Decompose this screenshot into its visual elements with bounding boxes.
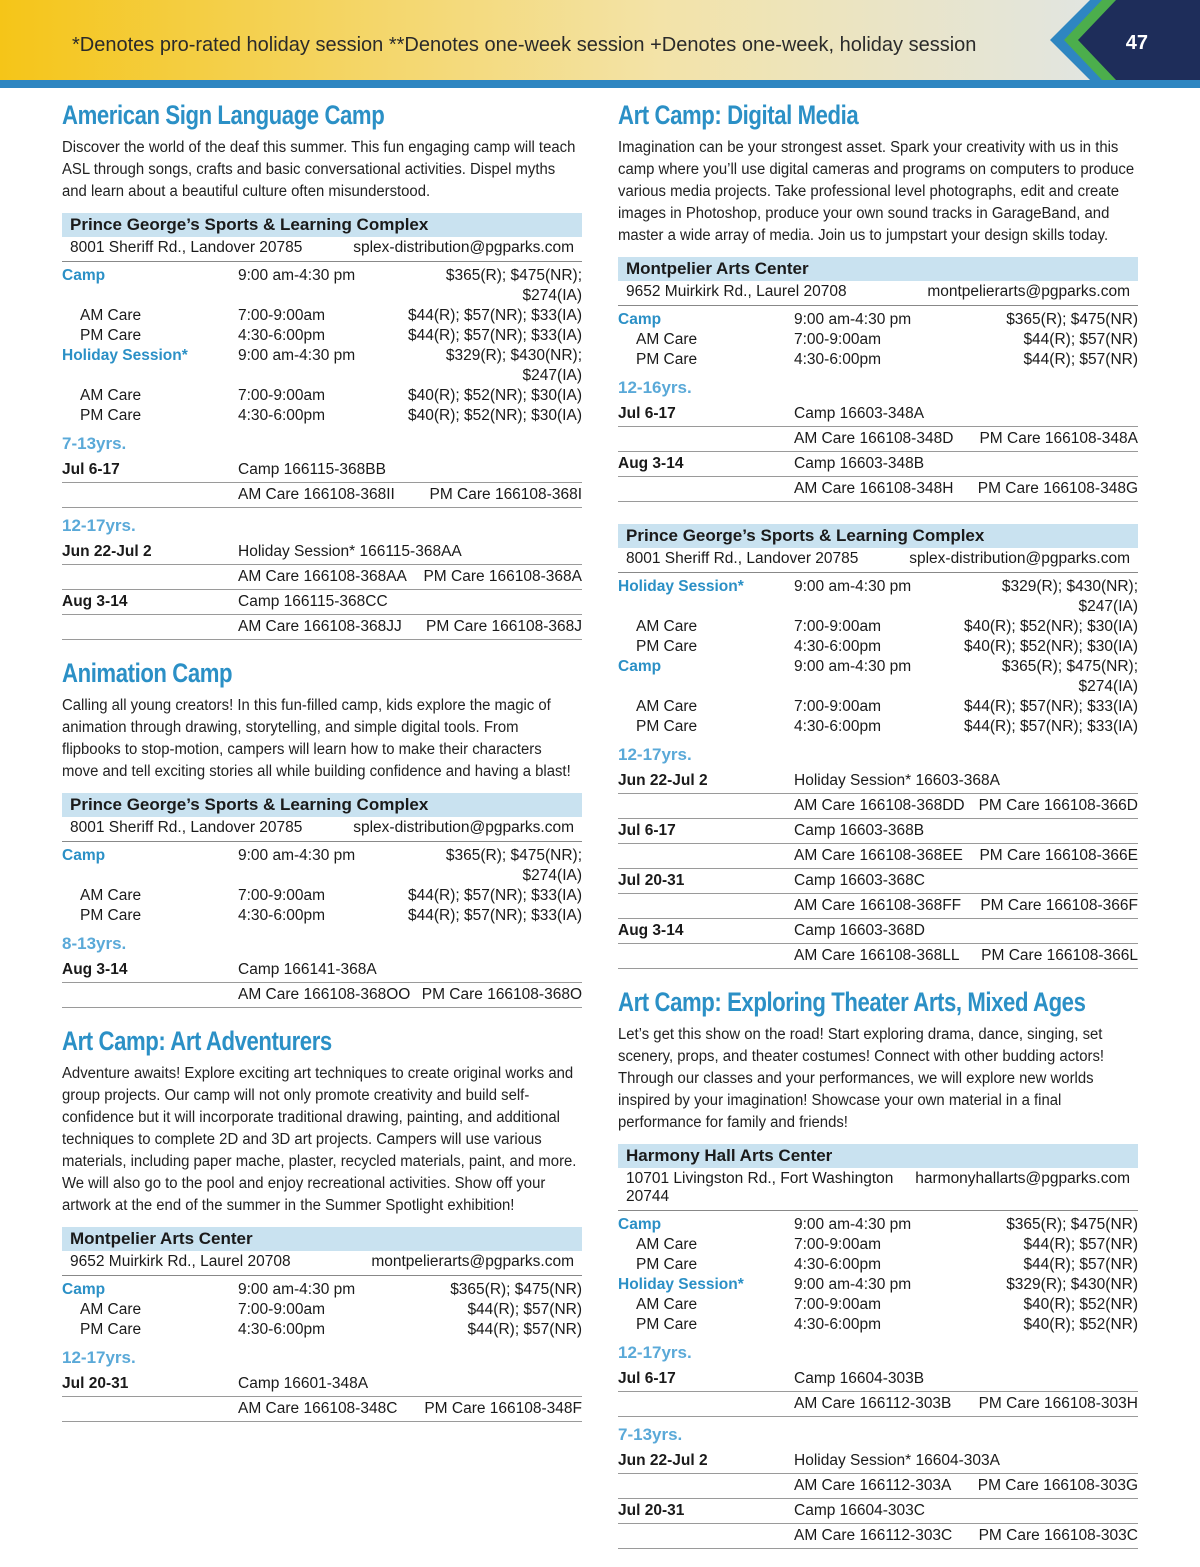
price-time: 9:00 am-4:30 pm [238,267,356,284]
price-time: 4:30-6:00pm [794,351,882,368]
price-row [618,330,1138,350]
session-pm-code: PM Care 166108-303H [978,1395,1138,1412]
schedule-row [618,452,1138,477]
price-time: 7:00-9:00am [238,887,326,904]
session-pm-code: PM Care 166108-348G [977,480,1138,497]
price-time: 9:00 am-4:30 pm [794,1276,912,1293]
price-time: 4:30-6:00pm [238,407,326,424]
session-date [618,894,794,918]
price-amount: $329(R); $430(NR) [1006,1276,1138,1293]
session-code: Camp 16604-303B [794,1370,925,1387]
location-name: Montpelier Arts Center [62,1227,582,1251]
session-code: AM Care 166108-368AA [238,568,407,585]
session-pm-code: PM Care 166108-366D [978,797,1138,814]
session-date [62,1397,238,1421]
price-amount: $40(R); $52(NR); $30(IA) [963,618,1138,635]
price-label: AM Care [636,618,698,635]
schedule-row [618,944,1138,969]
price-label: PM Care [80,407,142,424]
price-time: 7:00-9:00am [794,618,882,635]
price-label: AM Care [80,1301,142,1318]
price-time: 7:00-9:00am [794,698,882,715]
session-code: Holiday Session* 16604-303A [794,1452,1000,1469]
price-label: PM Care [80,907,142,924]
session-pm-code: PM Care 166108-366L [981,947,1138,964]
location-address: 10701 Livingston Rd., Fort Washington 20744 [626,1170,894,1205]
price-amount: $44(R); $57(NR); $33(IA) [963,698,1138,715]
session-pm-code: PM Care 166108-368I [429,486,582,503]
session-code: AM Care 166112-303C [794,1527,953,1544]
price-table [62,842,582,926]
price-time: 9:00 am-4:30 pm [238,847,356,864]
section-description: Adventure awaits! Explore exciting art techniques to create original works and group projects. Our camp will not only promote creativity and build self-confidence but it will incorporate traditional drawing, painting, and additional techniques to complete 2D and 3D art projects. Campers will use various materials, including paper mache, plaster, recycled materials, paint, and more. We will also go to the pool and enjoy recreational activities. Show off your artwork at the end of the summer in the Summer Spotlight exhibition! [62,1065,577,1214]
price-time: 9:00 am-4:30 pm [238,347,356,364]
session-date [618,944,794,968]
age-group-label: 7-13yrs. [618,1425,683,1444]
price-label: Camp [618,658,662,675]
session-pm-code: PM Care 166108-368A [423,568,582,585]
right-column [618,100,1138,1567]
session-pm-code: PM Care 166108-348A [979,430,1138,447]
session-date: Jun 22-Jul 2 [618,772,708,789]
session-code: Holiday Session* 16603-368A [794,772,1000,789]
price-row [618,1315,1138,1335]
price-label: Camp [618,1216,662,1233]
spacer [62,640,582,658]
price-row [62,346,582,386]
session-date [618,844,794,868]
session-date [618,1524,794,1548]
session-date: Aug 3-14 [62,961,128,978]
location-address: 9652 Muirkirk Rd., Laurel 20708 [626,283,847,300]
schedule-row [62,483,582,508]
price-amount: $44(R); $57(NR) [1023,331,1138,348]
session-code: Camp 166115-368CC [238,593,388,610]
price-time: 9:00 am-4:30 pm [794,578,912,595]
price-label: Camp [62,847,106,864]
session-code: AM Care 166112-303B [794,1395,952,1412]
schedule-row [618,402,1138,427]
session-code: Camp 16601-348A [238,1375,369,1392]
price-row [62,406,582,426]
price-amount: $365(R); $475(NR) [1006,311,1138,328]
price-row [62,906,582,926]
session-pm-code: PM Care 166108-368J [426,618,582,635]
age-group-label: 12-17yrs. [618,1343,692,1362]
price-row [62,386,582,406]
section-title: Animation Camp [62,658,233,688]
schedule-row [62,458,582,483]
session-date: Jul 6-17 [62,461,120,478]
session-pm-code: PM Care 166108-303G [977,1477,1138,1494]
price-table [618,306,1138,370]
schedule-row [62,958,582,983]
price-row [62,266,582,306]
price-amount: $44(R); $57(NR); $33(IA) [407,327,582,344]
session-code: AM Care 166108-368II [238,486,395,503]
session-date: Aug 3-14 [618,922,684,939]
price-row [618,657,1138,697]
location-email[interactable]: splex-distribution@pgparks.com [353,819,574,836]
price-row [618,1295,1138,1315]
session-date [62,615,238,639]
camp-section-art-adventurers [62,1026,582,1440]
schedule-row [618,769,1138,794]
price-amount: $44(R); $57(NR) [1023,1256,1138,1273]
price-amount: $40(R); $52(NR) [1023,1316,1138,1333]
price-label: AM Care [80,387,142,404]
camp-section-digital-media [618,100,1138,987]
spacer [62,1008,582,1026]
price-time: 7:00-9:00am [238,307,326,324]
price-table [618,1211,1138,1335]
schedule-row [618,1367,1138,1392]
session-code: AM Care 166108-368OO [238,986,411,1003]
price-label: PM Care [636,1256,698,1273]
location-address: 8001 Sheriff Rd., Landover 20785 [626,550,859,567]
section-title: Art Camp: Exploring Theater Arts, Mixed Ages [618,987,1086,1017]
location-address-row [618,548,1138,573]
price-label: Holiday Session* [618,1276,744,1293]
price-row [62,326,582,346]
session-legend: *Denotes pro-rated holiday session **Denotes one-week session +Denotes one-week, holiday session [72,34,977,56]
price-time: 9:00 am-4:30 pm [794,658,912,675]
price-table [62,1276,582,1340]
schedule-row [618,427,1138,452]
section-description: Discover the world of the deaf this summer. This fun engaging camp will teach ASL through songs, crafts and basic conversational activities. Dispel myths and learn about a beautiful culture often misunderstood. [62,139,576,200]
price-row [618,617,1138,637]
session-date [62,483,238,507]
session-code: Camp 16604-303C [794,1502,925,1519]
price-row [618,1215,1138,1235]
location-email[interactable]: splex-distribution@pgparks.com [909,550,1130,567]
location-address: 8001 Sheriff Rd., Landover 20785 [70,819,303,836]
schedule-row [62,540,582,565]
session-date: Aug 3-14 [62,593,128,610]
session-date [618,1392,794,1416]
session-pm-code: PM Care 166108-366E [979,847,1138,864]
session-pm-code: PM Care 166108-348F [424,1400,582,1417]
session-code: Camp 166141-368A [238,961,377,978]
section-description: Calling all young creators! In this fun-filled camp, kids explore the magic of animation through drawing, storytelling, and simple digital tools. From flipbooks to stop-motion, campers will learn how to make their characters move and tell exciting stories all while building confidence and having a blast! [62,697,571,780]
session-date [618,1474,794,1498]
age-group-label: 8-13yrs. [62,934,127,953]
schedule-row [618,1392,1138,1417]
price-amount: $44(R); $57(NR) [467,1321,582,1338]
age-group-label: 12-17yrs. [62,516,136,535]
camp-section-asl [62,100,582,658]
price-time: 7:00-9:00am [238,1301,326,1318]
schedule-row [618,1449,1138,1474]
price-label: Camp [62,267,106,284]
price-label: PM Care [80,327,142,344]
age-group-label: 12-17yrs. [618,745,692,764]
price-label: AM Care [636,1296,698,1313]
session-code: AM Care 166108-348H [794,480,954,497]
price-amount: $40(R); $52(NR); $30(IA) [963,638,1138,655]
location-email[interactable]: splex-distribution@pgparks.com [353,239,574,256]
price-time: 7:00-9:00am [238,387,326,404]
price-row [618,350,1138,370]
schedule-row [618,794,1138,819]
price-row [62,1280,582,1300]
price-amount: $40(R); $52(NR); $30(IA) [407,407,582,424]
schedule-row [62,1397,582,1422]
schedule-row [618,919,1138,944]
price-label: Holiday Session* [62,347,188,364]
location-address-row [618,1168,1138,1211]
price-amount: $40(R); $52(NR) [1023,1296,1138,1313]
session-pm-code: PM Care 166108-366F [980,897,1138,914]
session-code: AM Care 166108-368LL [794,947,960,964]
price-row [618,717,1138,737]
spacer [618,502,1138,520]
location-address-row [618,281,1138,306]
spacer [618,969,1138,987]
price-time: 4:30-6:00pm [238,327,326,344]
session-date: Jul 6-17 [618,822,676,839]
schedule-row [618,1499,1138,1524]
price-row [62,886,582,906]
header-banner [0,0,1200,88]
age-group-label: 7-13yrs. [62,434,127,453]
price-label: PM Care [636,638,698,655]
price-label: AM Care [636,1236,698,1253]
session-code: AM Care 166108-368JJ [238,618,402,635]
price-time: 7:00-9:00am [794,1296,882,1313]
session-date: Jul 20-31 [618,1502,685,1519]
session-code: AM Care 166108-348D [794,430,954,447]
price-label: AM Care [80,307,142,324]
schedule-row [618,477,1138,502]
session-date: Aug 3-14 [618,455,684,472]
location-name: Harmony Hall Arts Center [618,1144,1138,1168]
left-column [62,100,582,1440]
schedule-row [618,894,1138,919]
price-label: AM Care [636,698,698,715]
price-amount: $44(R); $57(NR); $33(IA) [407,887,582,904]
session-code: Camp 166115-368BB [238,461,386,478]
location-address-row [62,1251,582,1276]
price-amount: $329(R); $430(NR); $247(IA) [445,347,582,384]
location-email[interactable]: harmonyhallarts@pgparks.com [915,1170,1130,1187]
camp-section-animation [62,658,582,1026]
price-label: Holiday Session* [618,578,744,595]
price-amount: $329(R); $430(NR); $247(IA) [1001,578,1138,615]
session-date: Jun 22-Jul 2 [62,543,152,560]
session-code: AM Care 166112-303A [794,1477,952,1494]
price-amount: $44(R); $57(NR); $33(IA) [963,718,1138,735]
price-amount: $365(R); $475(NR); $274(IA) [445,847,582,884]
price-row [62,1300,582,1320]
spacer [618,1549,1138,1567]
section-title: American Sign Language Camp [62,100,385,130]
section-title: Art Camp: Digital Media [618,100,859,130]
price-label: PM Care [636,351,698,368]
price-time: 9:00 am-4:30 pm [794,1216,912,1233]
session-date: Jul 6-17 [618,1370,676,1387]
schedule-row [62,565,582,590]
session-date: Jul 20-31 [62,1375,129,1392]
session-date: Jul 20-31 [618,872,685,889]
price-time: 4:30-6:00pm [794,1316,882,1333]
price-row [618,637,1138,657]
location-name: Montpelier Arts Center [618,257,1138,281]
age-group-label: 12-16yrs. [618,378,692,397]
session-code: AM Care 166108-368FF [794,897,962,914]
page-number: 47 [1125,32,1148,54]
session-date: Jun 22-Jul 2 [618,1452,708,1469]
session-code: Holiday Session* 166115-368AA [238,543,462,560]
location-email[interactable]: montpelierarts@pgparks.com [927,283,1130,300]
price-label: PM Care [80,1321,142,1338]
session-date: Jul 6-17 [618,405,676,422]
spacer [62,1422,582,1440]
schedule-row [62,615,582,640]
session-date [618,794,794,818]
price-time: 7:00-9:00am [794,1236,882,1253]
header-rule [0,80,1200,88]
location-name: Prince George’s Sports & Learning Complex [618,524,1138,548]
session-date [618,427,794,451]
location-address-row [62,237,582,262]
section-description: Imagination can be your strongest asset. Spark your creativity with us in this camp where you’ll use digital cameras and programs on computers to produce various media projects. Take professional level photographs, edit and create images in Photoshop, produce your own sound tracks in GarageBand, and master a wide array of media. Join us to jumpstart your design skills today. [618,139,1135,244]
price-time: 4:30-6:00pm [794,1256,882,1273]
session-code: Camp 16603-368C [794,872,925,889]
price-amount: $365(R); $475(NR); $274(IA) [445,267,582,304]
price-table [618,573,1138,737]
session-code: AM Care 166108-368DD [794,797,965,814]
schedule-row [618,869,1138,894]
session-code: Camp 16603-348A [794,405,925,422]
price-amount: $365(R); $475(NR) [1006,1216,1138,1233]
price-time: 9:00 am-4:30 pm [238,1281,356,1298]
location-name: Prince George’s Sports & Learning Complex [62,213,582,237]
price-label: PM Care [636,1316,698,1333]
price-row [62,306,582,326]
session-code: AM Care 166108-348C [238,1400,398,1417]
price-label: PM Care [636,718,698,735]
session-date [62,565,238,589]
section-title: Art Camp: Art Adventurers [62,1026,332,1056]
price-label: AM Care [80,887,142,904]
session-pm-code: PM Care 166108-368O [421,986,582,1003]
price-row [618,697,1138,717]
price-time: 4:30-6:00pm [794,718,882,735]
price-amount: $44(R); $57(NR); $33(IA) [407,907,582,924]
price-label: AM Care [636,331,698,348]
price-row [62,846,582,886]
schedule-row [618,1524,1138,1549]
price-amount: $44(R); $57(NR); $33(IA) [407,307,582,324]
schedule-row [62,1372,582,1397]
price-row [618,1255,1138,1275]
price-row [618,1275,1138,1295]
price-row [618,1235,1138,1255]
price-amount: $44(R); $57(NR) [467,1301,582,1318]
schedule-row [62,590,582,615]
price-time: 4:30-6:00pm [238,1321,326,1338]
price-amount: $44(R); $57(NR) [1023,1236,1138,1253]
location-address: 9652 Muirkirk Rd., Laurel 20708 [70,1253,291,1270]
price-amount: $40(R); $52(NR); $30(IA) [407,387,582,404]
price-time: 4:30-6:00pm [238,907,326,924]
location-address-row [62,817,582,842]
age-group-label: 12-17yrs. [62,1348,136,1367]
session-code: Camp 16603-348B [794,455,925,472]
price-time: 9:00 am-4:30 pm [794,311,912,328]
schedule-row [618,1474,1138,1499]
session-date [618,477,794,501]
session-code: Camp 16603-368B [794,822,925,839]
price-row [618,577,1138,617]
price-label: Camp [618,311,662,328]
price-time: 7:00-9:00am [794,331,882,348]
price-row [618,310,1138,330]
price-time: 4:30-6:00pm [794,638,882,655]
schedule-row [618,819,1138,844]
price-label: Camp [62,1281,106,1298]
location-email[interactable]: montpelierarts@pgparks.com [371,1253,574,1270]
camp-section-theater [618,987,1138,1567]
session-pm-code: PM Care 166108-303C [978,1527,1138,1544]
price-row [62,1320,582,1340]
session-date [62,983,238,1007]
price-amount: $44(R); $57(NR) [1023,351,1138,368]
location-name: Prince George’s Sports & Learning Complex [62,793,582,817]
session-code: Camp 16603-368D [794,922,925,939]
price-amount: $365(R); $475(NR) [450,1281,582,1298]
section-description: Let’s get this show on the road! Start exploring drama, dance, singing, set scenery, props, and theater costumes! Connect with other budding actors! Through our classes and your performances, we will explore new worlds inspired by your imagination! Showcase your own material in a final performance for family and friends! [618,1026,1105,1131]
location-address: 8001 Sheriff Rd., Landover 20785 [70,239,303,256]
price-amount: $365(R); $475(NR); $274(IA) [1001,658,1138,695]
schedule-row [618,844,1138,869]
session-code: AM Care 166108-368EE [794,847,963,864]
schedule-row [62,983,582,1008]
price-table [62,262,582,426]
